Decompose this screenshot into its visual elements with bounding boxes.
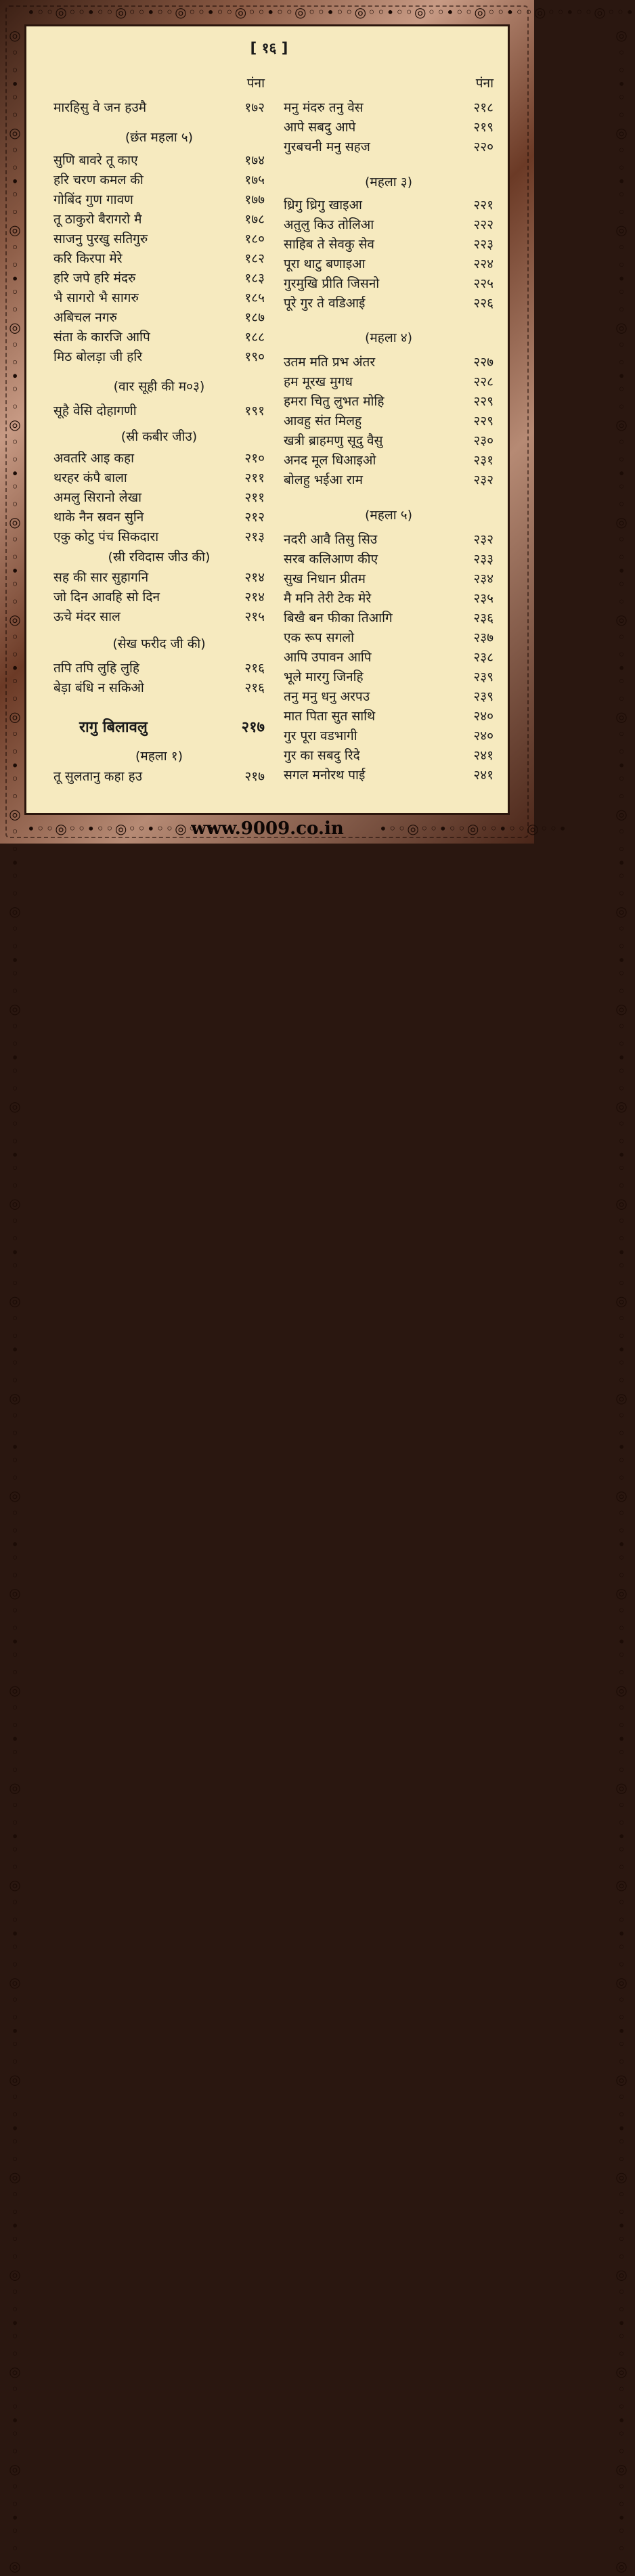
index-entry: संता के कारजि आपि १८८ [53, 330, 265, 345]
index-entry: तू सुलतानु कहा हउ २१७ [53, 769, 265, 784]
index-entry: ध्रिगु ध्रिगु खाइआ २२१ [284, 198, 494, 213]
index-entry: साहिब ते सेवकु सेव २२३ [284, 237, 494, 252]
index-entry: हरि जपे हरि मंदरु १८३ [53, 271, 265, 286]
ornament-border-bottom-right: •◦◦◎◦◦•◦◦◎◦◦•◦◦◎◦◦• [379, 821, 569, 837]
index-entry: गोबिंद गुण गावण १७७ [53, 192, 265, 207]
index-entry: मारहिसु वे जन हउमै १७२ [53, 100, 265, 115]
index-entry: गुर पूरा वडभागी २४० [284, 728, 494, 743]
ornament-border-top: •◦◦◎◦◦•◦◦◎◦◦•◦◦◎◦◦•◦◦◎◦◦•◦◦◎◦◦•◦◦◎◦◦•◦◦◎◦◦•◦◦◎◦◦•◦◦◎◦◦•◦◦◎◦◦• [27, 4, 635, 20]
index-page [24, 24, 510, 815]
index-entry: ऊचे मंदर साल २१५ [53, 609, 265, 624]
ornament-border-bottom-left: •◦◦◎◦◦•◦◦◎◦◦•◦◦◎◦◦• [27, 821, 217, 837]
section-heading: (वार सूही की म०३) [113, 379, 205, 394]
section-heading: (महला ५) [365, 508, 412, 523]
index-entry: बिखै बन फीका तिआगि २३६ [284, 611, 494, 626]
pana-label-left: पंना [246, 76, 265, 91]
footer-website-url[interactable]: www.9009.co.in [191, 818, 344, 839]
index-entry: सरब कलिआण कीए २३३ [284, 552, 494, 567]
index-entry: एकु कोटु पंच सिकदारा २१३ [53, 529, 265, 544]
index-entry: अवतरि आइ कहा २१० [53, 451, 265, 466]
index-entry: सुणि बावरे तू काए १७४ [53, 153, 265, 168]
index-entry: थाके नैन स्रवन सुनि २१२ [53, 510, 265, 525]
index-entry: भै सागरो भै सागरु १८५ [53, 290, 265, 305]
index-entry: अमलु सिरानो लेखा २११ [53, 490, 265, 505]
index-entry: नदरी आवै तिसु सिउ २३२ [284, 532, 494, 547]
index-entry: मै मनि तेरी टेक मेरे २३५ [284, 591, 494, 606]
index-entry: आपे सबदु आपे २१९ [284, 120, 494, 135]
index-entry: अबिचल नगरु १८७ [53, 310, 265, 325]
index-entry: तपि तपि लुहि लुहि २१६ [53, 661, 265, 676]
index-entry: हमरा चितु लुभत मोहि २२९ [284, 394, 494, 409]
index-entry: उतम मति प्रभ अंतर २२७ [284, 355, 494, 370]
index-entry: आवहु संत मिलहु २२९ [284, 414, 494, 429]
index-entry: पूरे गुर ते वडिआई २२६ [284, 296, 494, 311]
index-entry: तनु मनु धनु अरपउ २३९ [284, 689, 494, 704]
index-entry: सगल मनोरथ पाई २४१ [284, 768, 494, 783]
pana-label-right: पंना [475, 76, 494, 91]
index-entry: बेड़ा बंधि न सकिओ २१६ [53, 680, 265, 695]
index-entry: खत्री ब्राहमणु सूदु वैसु २३० [284, 433, 494, 448]
index-entry: अतुलु किउ तोलिआ २२२ [284, 217, 494, 232]
section-heading: (महला ३) [365, 175, 412, 190]
index-entry: सुख निधान प्रीतम २३४ [284, 571, 494, 586]
index-entry: मिठ बोलड़ा जी हरि १९० [53, 349, 265, 364]
index-entry: बोलहु भईआ राम २३२ [284, 473, 494, 487]
page-number: [ १६ ] [250, 40, 288, 56]
index-entry: एक रूप सगलो २३७ [284, 630, 494, 645]
index-entry: गुरबचनी मनु सहज २२० [284, 139, 494, 154]
index-entry: मनु मंदरु तनु वेस २१८ [284, 100, 494, 115]
section-heading: (महला ४) [365, 330, 412, 345]
index-entry: गुरमुखि प्रीति जिसनो २२५ [284, 276, 494, 291]
section-heading: (स्री कबीर जीउ) [121, 429, 198, 444]
index-entry: हरि चरण कमल की १७५ [53, 173, 265, 188]
section-heading: (महला १) [135, 749, 183, 764]
section-heading: (छंत महला ५) [125, 130, 194, 145]
index-entry: जो दिन आवहि सो दिन २१४ [53, 590, 265, 605]
index-entry: अनद मूल धिआइओ २३१ [284, 453, 494, 468]
raag-heading: रागु बिलावलु २१७ [79, 719, 265, 736]
index-entry: सह की सार सुहागनि २१४ [53, 570, 265, 585]
index-entry: मात पिता सुत साथि २४० [284, 709, 494, 724]
index-entry: करि किरपा मेरे १८२ [53, 251, 265, 266]
index-entry: सूहै वेसि दोहागणी १९१ [53, 403, 265, 418]
index-entry: पूरा थाटु बणाइआ २२४ [284, 257, 494, 271]
index-entry: गुर का सबदु रिदे २४१ [284, 748, 494, 763]
index-entry: थरहर कंपै बाला २११ [53, 471, 265, 485]
index-entry: तू ठाकुरो बैरागरो मै १७८ [53, 212, 265, 227]
section-heading: (सेख फरीद जी की) [112, 636, 206, 651]
section-heading: (स्री रविदास जीउ की) [108, 550, 211, 565]
index-entry: भूले मारगु जिनहि २३९ [284, 670, 494, 684]
index-entry: साजनु पुरखु सतिगुरु १८० [53, 232, 265, 246]
index-entry: हम मूरख मुगध २२८ [284, 374, 494, 389]
ornament-border-right: ◎◦◦•◦◦◎◦◦•◦◦◎◦◦•◦◦◎◦◦•◦◦◎◦◦•◦◦◎◦◦•◦◦◎◦◦•◦◦◎◦◦•◦◦◎◦◦•◦◦◎◦◦•◦◦◎◦◦•◦◦◎◦◦•◦◦◎◦◦•◦◦◎◦◦•◦◦◎◦◦•◦◦◎◦◦•◦◦◎◦◦•◦◦◎◦◦•◦◦◎◦◦•◦◦◎◦◦•◦◦◎◦◦•◦◦◎◦◦•◦◦◎◦◦•◦◦◎◦◦•◦◦◎◦◦•◦◦◎◦◦•◦◦◎ [613, 27, 630, 2576]
index-entry: आपि उपावन आपि २३८ [284, 650, 494, 665]
ornament-border-left: ◎◦◦•◦◦◎◦◦•◦◦◎◦◦•◦◦◎◦◦•◦◦◎◦◦•◦◦◎◦◦•◦◦◎◦◦•◦◦◎◦◦•◦◦◎◦◦•◦◦◎◦◦•◦◦◎◦◦•◦◦◎◦◦•◦◦◎◦◦•◦◦◎◦◦•◦◦◎◦◦•◦◦◎◦◦•◦◦◎◦◦•◦◦◎◦◦•◦◦◎◦◦•◦◦◎◦◦•◦◦◎◦◦•◦◦◎◦◦•◦◦◎◦◦•◦◦◎◦◦•◦◦◎◦◦•◦◦◎◦◦•◦◦◎ [7, 27, 23, 2576]
